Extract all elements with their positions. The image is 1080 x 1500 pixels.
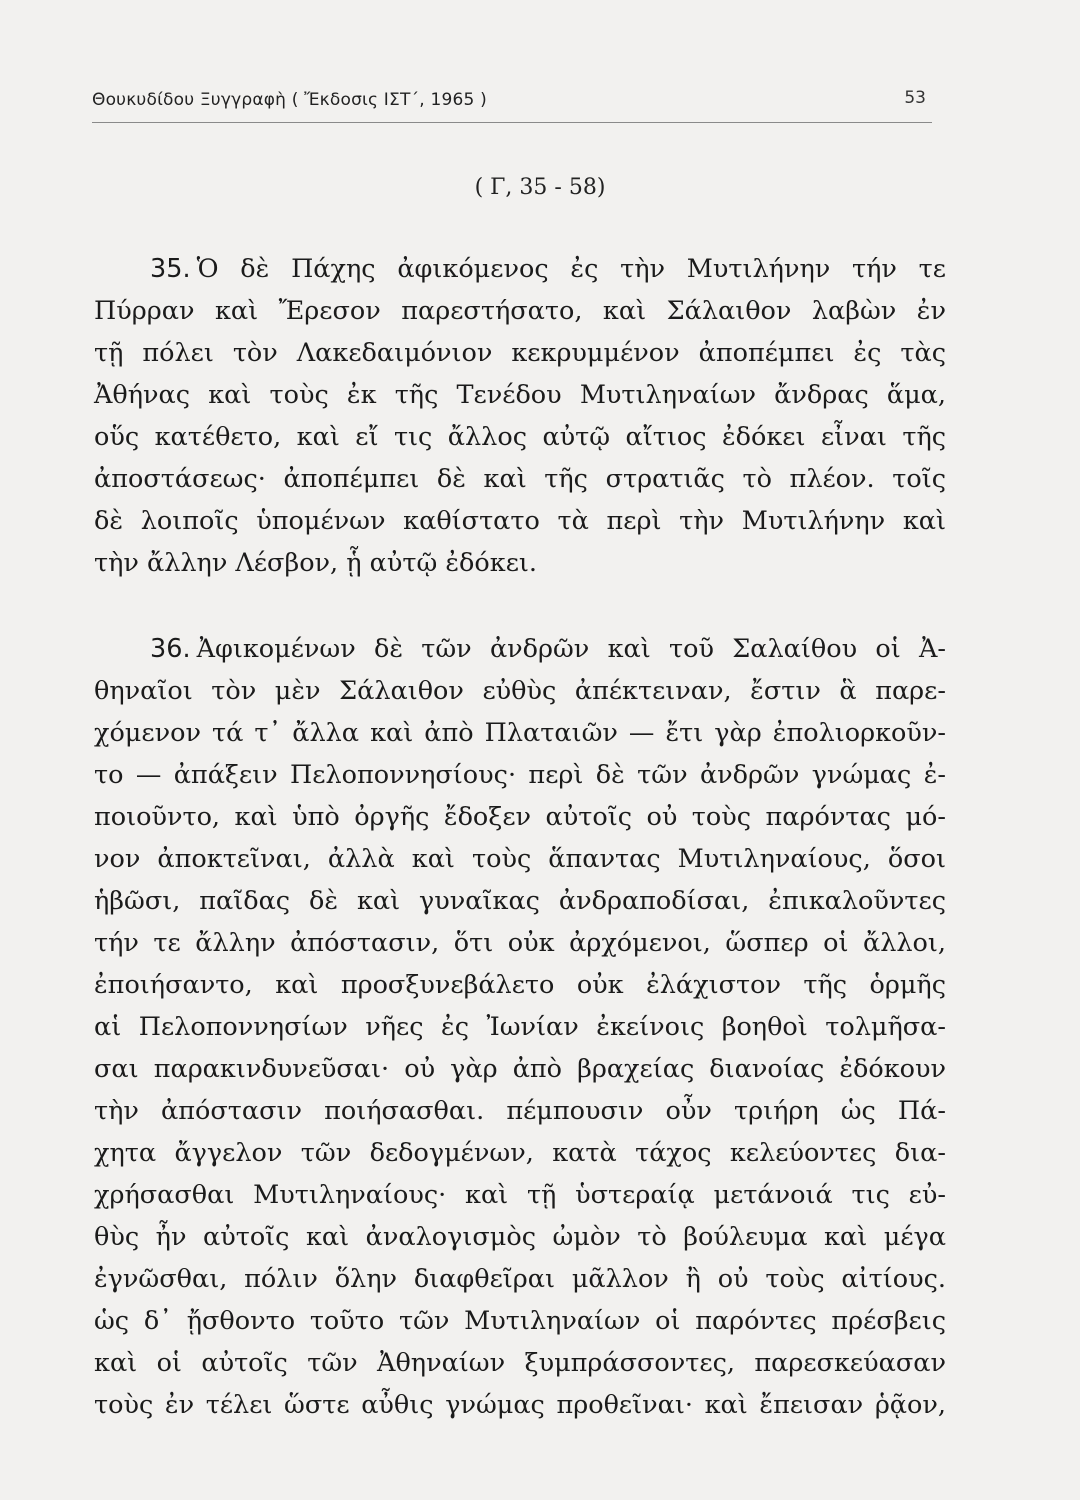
text-line xyxy=(94,628,946,670)
text-line: ἀποστάσεως· ἀποπέμπει δὲ καὶ τῆς στρατιᾶς τὸ πλέον. τοῖς xyxy=(94,464,946,494)
text-line: οὕς κατέθετο, καὶ εἴ τις ἄλλος αὐτῷ αἴτιος ἐδόκει εἶναι τῆς xyxy=(94,422,946,452)
text-line: ὡς δ᾽ ᾔσθοντο τοῦτο τῶν Μυτιληναίων οἱ παρόντες πρέσβεις xyxy=(94,1306,946,1336)
line-text: Ὁ δὲ Πάχης ἀφικόμενος ἐς τὴν Μυτιλήνην τήν τε xyxy=(196,254,946,284)
text-line: ποιοῦντο, καὶ ὑπὸ ὀργῆς ἔδοξεν αὐτοῖς οὐ τοὺς παρόντας μό- xyxy=(94,802,946,832)
running-header xyxy=(92,82,932,122)
chapter-35-paragraph xyxy=(94,248,946,584)
text-line: Ἀθήνας καὶ τοὺς ἐκ τῆς Τενέδου Μυτιληναίων ἄνδρας ἅμα, xyxy=(94,380,946,410)
line-text: Ἀφικομένων δὲ τῶν ἀνδρῶν καὶ τοῦ Σαλαίθου οἱ Ἀ- xyxy=(196,634,946,664)
text-line: νον ἀποκτεῖναι, ἀλλὰ καὶ τοὺς ἅπαντας Μυτιληναίους, ὅσοι xyxy=(94,844,946,874)
text-line: τοὺς ἐν τέλει ὥστε αὖθις γνώμας προθεῖναι· καὶ ἔπεισαν ῥᾷον, xyxy=(94,1390,946,1420)
header-divider xyxy=(92,122,932,123)
text-line: χρήσασθαι Μυτιληναίους· καὶ τῇ ὑστεραίᾳ μετάνοιά τις εὐ- xyxy=(94,1180,946,1210)
chapter-number: 35. xyxy=(150,254,191,284)
section-range-heading: ( Γ, 35 - 58) xyxy=(474,175,606,200)
running-header-title: Θουκυδίδου Ξυγγραφὴ ( Ἔκδοσις ΙΣΤ΄, 1965 ) xyxy=(92,90,487,110)
text-line: τῇ πόλει τὸν Λακεδαιμόνιον κεκρυμμένον ἀποπέμπει ἐς τὰς xyxy=(94,338,946,368)
text-line: χητα ἄγγελον τῶν δεδογμένων, κατὰ τάχος κελεύοντες δια- xyxy=(94,1138,946,1168)
text-line: χόμενον τά τ᾽ ἄλλα καὶ ἀπὸ Πλαταιῶν — ἔτι γὰρ ἐπολιορκοῦν- xyxy=(94,718,946,748)
text-line: δὲ λοιποῖς ὑπομένων καθίστατο τὰ περὶ τὴν Μυτιλήνην καὶ xyxy=(94,506,946,536)
text-line xyxy=(94,248,946,290)
text-line: θὺς ἦν αὐτοῖς καὶ ἀναλογισμὸς ὠμὸν τὸ βούλευμα καὶ μέγα xyxy=(94,1222,946,1252)
text-line: αἱ Πελοποννησίων νῆες ἐς Ἰωνίαν ἐκείνοις βοηθοὶ τολμῆσα- xyxy=(94,1012,946,1042)
text-line: καὶ οἱ αὐτοῖς τῶν Ἀθηναίων ξυμπράσσοντες, παρεσκεύασαν xyxy=(94,1348,946,1378)
text-line: ἐποιήσαντο, καὶ προσξυνεβάλετο οὐκ ἐλάχιστον τῆς ὁρμῆς xyxy=(94,970,946,1000)
text-line: σαι παρακινδυνεῦσαι· οὐ γὰρ ἀπὸ βραχείας διανοίας ἐδόκουν xyxy=(94,1054,946,1084)
chapter-36-paragraph xyxy=(94,628,946,1426)
page-number: 53 xyxy=(904,88,926,108)
text-line: τήν τε ἄλλην ἀπόστασιν, ὅτι οὐκ ἀρχόμενοι, ὥσπερ οἱ ἄλλοι, xyxy=(94,928,946,958)
text-line: θηναῖοι τὸν μὲν Σάλαιθον εὐθὺς ἀπέκτειναν, ἔστιν ἃ παρε- xyxy=(94,676,946,706)
chapter-number: 36. xyxy=(150,634,191,664)
text-line: το — ἀπάξειν Πελοποννησίους· περὶ δὲ τῶν ἀνδρῶν γνώμας ἐ- xyxy=(94,760,946,790)
text-line: ἡβῶσι, παῖδας δὲ καὶ γυναῖκας ἀνδραποδίσαι, ἐπικαλοῦντες xyxy=(94,886,946,916)
text-line: τὴν ἀπόστασιν ποιήσασθαι. πέμπουσιν οὖν τριήρη ὡς Πά- xyxy=(94,1096,946,1126)
text-line: τὴν ἄλλην Λέσβον, ᾗ αὐτῷ ἐδόκει. xyxy=(94,548,538,578)
text-line: ἐγνῶσθαι, πόλιν ὅλην διαφθεῖραι μᾶλλον ἢ οὐ τοὺς αἰτίους. xyxy=(94,1264,946,1294)
text-line: Πύρραν καὶ Ἔρεσον παρεστήσατο, καὶ Σάλαιθον λαβὼν ἐν xyxy=(94,296,946,326)
